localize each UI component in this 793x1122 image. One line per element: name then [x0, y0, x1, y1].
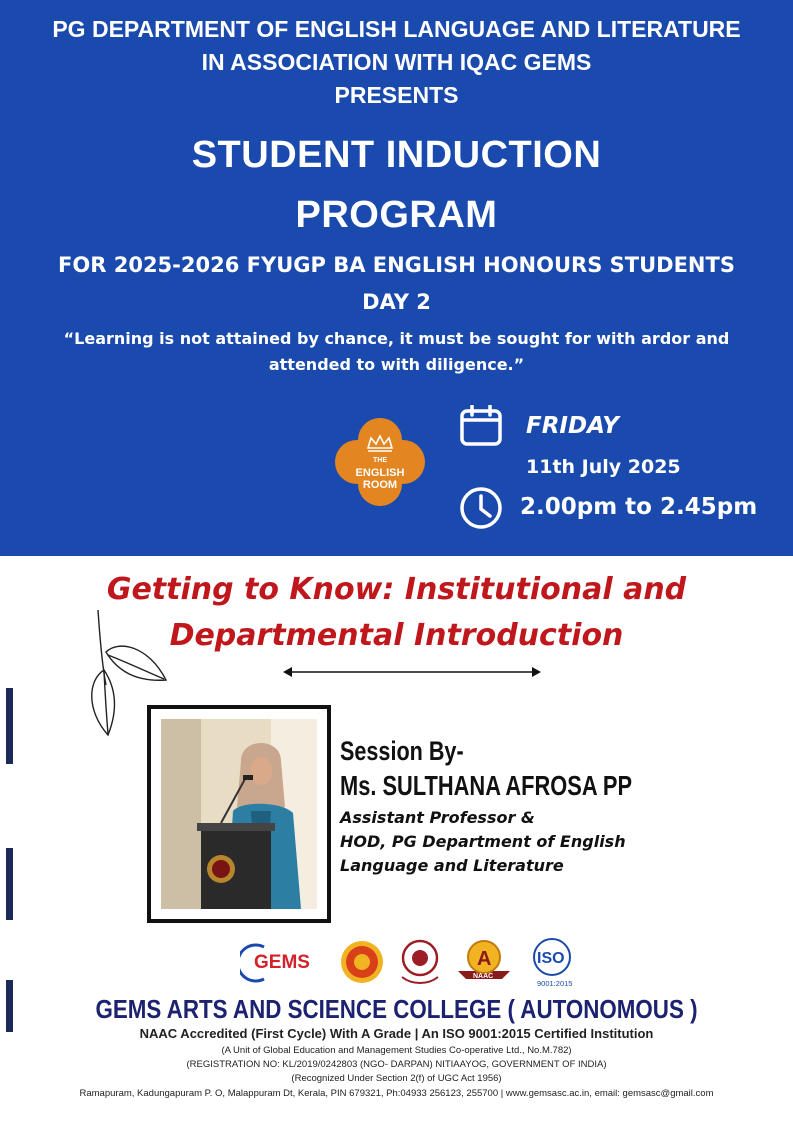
- registration-line: (REGISTRATION NO: KL/2019/0242803 (NGO- DARPAN) NITIAAYOG, GOVERNMENT OF INDIA): [186, 1059, 607, 1070]
- program-title-line2: PROGRAM: [295, 194, 498, 236]
- address-line: Ramapuram, Kadungapuram P. O, Malappuram Dt, Kerala, PIN 679321, Ph:04933 256123, 255700 | www.gemsasc.ac.in, email: gemsasc@gmail.com: [79, 1088, 714, 1099]
- naac-logo: [458, 941, 510, 980]
- day-label: DAY 2: [362, 290, 431, 314]
- accreditation-logos: [240, 935, 580, 989]
- recognition-line: (Recognized Under Section 2(f) of UGC Act 1956): [291, 1073, 502, 1084]
- badge-line2: ENGLISH: [355, 467, 405, 479]
- clock-icon: [459, 486, 503, 530]
- side-accent-bar: [6, 848, 13, 920]
- badge-line1: THE: [373, 457, 387, 464]
- calendar-icon: [459, 405, 503, 447]
- presents-line: PRESENTS: [334, 82, 459, 108]
- ugc-logo: [402, 941, 438, 983]
- speaker-photo-frame: [147, 705, 331, 923]
- session-title-line2: Departmental Introduction: [169, 618, 624, 653]
- header-banner: [0, 0, 793, 556]
- session-title-line1: Getting to Know: Institutional and: [106, 572, 687, 607]
- college-name: GEMS ARTS AND SCIENCE COLLEGE ( AUTONOMOUS ): [95, 994, 698, 1024]
- iso-text: ISO: [537, 950, 565, 967]
- english-room-badge: [335, 418, 425, 506]
- speaker-name: Ms. SULTHANA AFROSA PP: [340, 770, 633, 801]
- weekday: FRIDAY: [526, 413, 619, 439]
- department-line: PG DEPARTMENT OF ENGLISH LANGUAGE AND LITERATURE: [52, 16, 741, 42]
- side-accent-bar: [6, 688, 13, 764]
- naac-label: NAAC: [473, 973, 494, 980]
- naac-grade: A: [477, 948, 492, 970]
- quote-line1: “Learning is not attained by chance, it must be sought for with ardor and: [63, 329, 730, 348]
- aicte-logo: [341, 941, 383, 983]
- program-subtitle: FOR 2025-2026 FYUGP BA ENGLISH HONOURS STUDENTS: [58, 253, 735, 277]
- badge-label: [335, 455, 425, 491]
- association-line: IN ASSOCIATION WITH IQAC GEMS: [201, 49, 592, 75]
- gems-logo: [240, 945, 310, 981]
- gems-logo-text: GEMS: [254, 952, 310, 973]
- accreditation-line: NAAC Accredited (First Cycle) With A Grade | An ISO 9001:2015 Certified Institution: [139, 1026, 654, 1041]
- iso-logo: [534, 939, 572, 988]
- side-accent-bar: [6, 980, 13, 1032]
- speaker-illustration: [161, 719, 317, 909]
- quote-line2: attended to with diligence.”: [268, 355, 525, 374]
- speaker-role: [340, 806, 626, 878]
- badge-line3: ROOM: [362, 479, 398, 491]
- double-arrow-icon: [283, 664, 541, 680]
- event-date: 11th July 2025: [526, 456, 681, 478]
- role-line1: Assistant Professor &: [340, 808, 535, 827]
- event-time: 2.00pm to 2.45pm: [520, 494, 758, 520]
- unit-line: (A Unit of Global Education and Management Studies Co-operative Ltd., No.M.782): [221, 1045, 572, 1056]
- iso-sub: 9001:2015: [537, 979, 573, 988]
- role-line3: Language and Literature: [340, 856, 564, 875]
- program-title-line1: STUDENT INDUCTION: [191, 134, 602, 176]
- session-by-label: Session By-: [340, 736, 464, 766]
- role-line2: HOD, PG Department of English: [340, 832, 626, 851]
- speaker-photo: [161, 719, 317, 909]
